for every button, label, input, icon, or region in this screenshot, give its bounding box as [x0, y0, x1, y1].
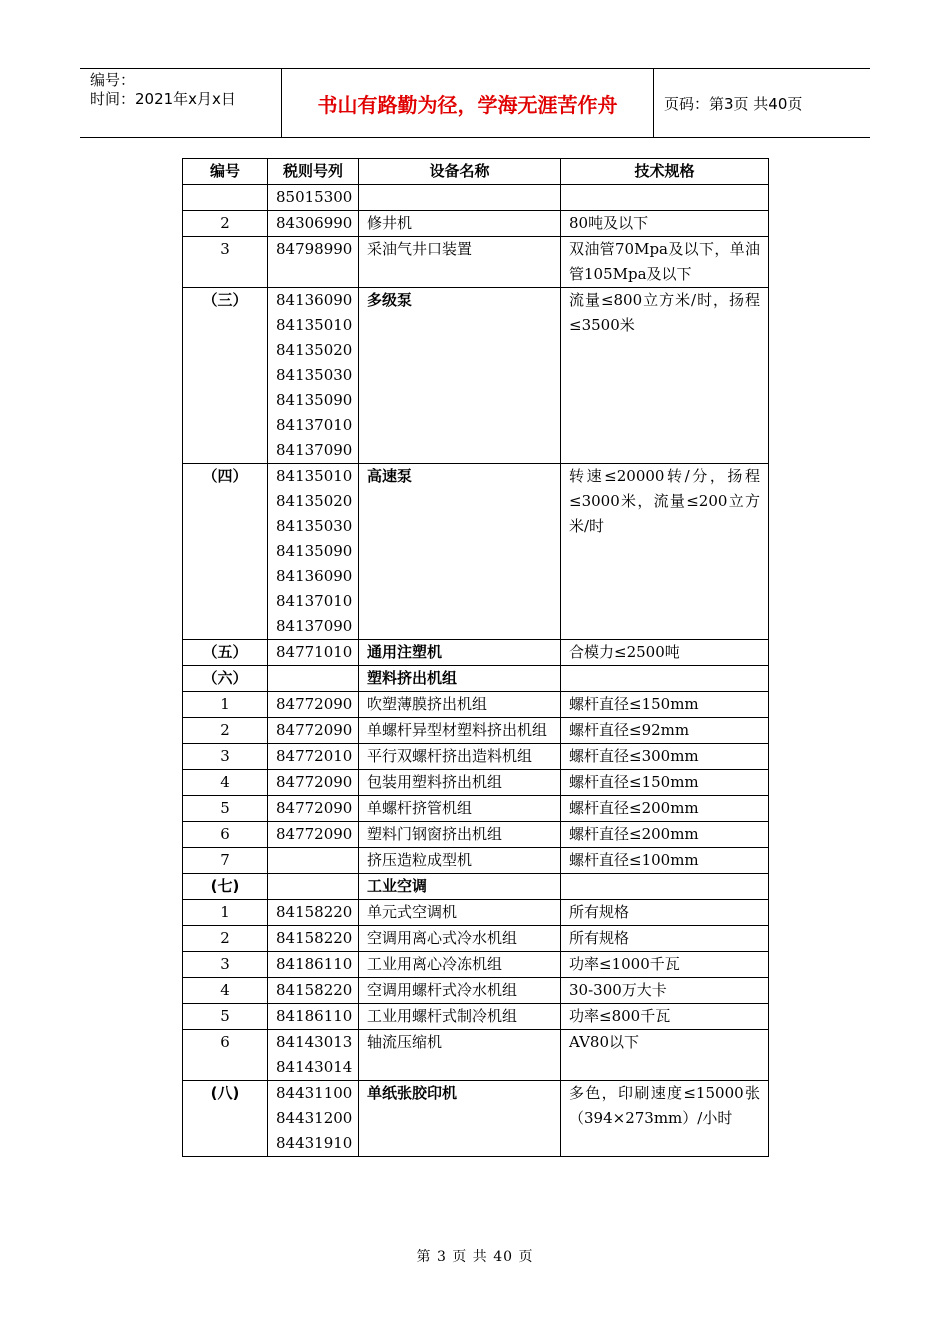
- table-row: [183, 185, 769, 211]
- row-number: （三）: [183, 288, 268, 464]
- equipment-name: [359, 185, 561, 211]
- row-number: [183, 185, 268, 211]
- table-row: [183, 718, 769, 744]
- tariff-code: 84771010: [276, 643, 353, 661]
- tariff-codes: [268, 744, 359, 770]
- tariff-code: 84431100: [276, 1084, 353, 1102]
- tariff-code: 84135090: [276, 542, 353, 560]
- equipment-name: 工业空调: [359, 874, 561, 900]
- tariff-codes: [268, 926, 359, 952]
- tariff-codes: [268, 185, 359, 211]
- technical-spec: 双油管70Mpa及以下，单油管105Mpa及以下: [561, 237, 769, 288]
- tariff-code: 84798990: [276, 240, 353, 258]
- table-row: [183, 1030, 769, 1081]
- tariff-codes: [268, 237, 359, 288]
- tariff-code: 84186110: [276, 955, 353, 973]
- tariff-codes: [268, 952, 359, 978]
- tariff-codes: [268, 692, 359, 718]
- equipment-name: 包装用塑料挤出机组: [359, 770, 561, 796]
- tariff-codes: [268, 288, 359, 464]
- tariff-codes: [268, 1030, 359, 1081]
- header-meta: [90, 71, 280, 109]
- column-header: 税则号列: [268, 159, 359, 185]
- tariff-codes: [268, 900, 359, 926]
- equipment-name: 修井机: [359, 211, 561, 237]
- row-number: （六）: [183, 666, 268, 692]
- tariff-code: 84143014: [276, 1058, 353, 1076]
- equipment-name: 采油气井口装置: [359, 237, 561, 288]
- table-body: [183, 185, 769, 1157]
- row-number: 2: [183, 718, 268, 744]
- equipment-name: 高速泵: [359, 464, 561, 640]
- tariff-codes: [268, 770, 359, 796]
- table-row: [183, 1081, 769, 1157]
- column-header: 设备名称: [359, 159, 561, 185]
- tariff-codes: [268, 978, 359, 1004]
- technical-spec: 所有规格: [561, 900, 769, 926]
- tariff-codes: [268, 874, 359, 900]
- tariff-code: 84306990: [276, 214, 353, 232]
- technical-spec: 螺杆直径≤150mm: [561, 770, 769, 796]
- equipment-name: 塑料挤出机组: [359, 666, 561, 692]
- equipment-name: 轴流压缩机: [359, 1030, 561, 1081]
- table-row: [183, 288, 769, 464]
- row-number: 2: [183, 926, 268, 952]
- table-row: [183, 692, 769, 718]
- tariff-code: 84135020: [276, 492, 353, 510]
- tariff-code: 84431910: [276, 1134, 353, 1152]
- row-number: 1: [183, 900, 268, 926]
- tariff-code: 84158220: [276, 981, 353, 999]
- tariff-code: 84135090: [276, 391, 353, 409]
- equipment-name: 空调用螺杆式冷水机组: [359, 978, 561, 1004]
- technical-spec: 功率≤800千瓦: [561, 1004, 769, 1030]
- table-row: [183, 874, 769, 900]
- tariff-code: 84137010: [276, 592, 353, 610]
- header-motto: 书山有路勤为径，学海无涯苦作舟: [317, 92, 618, 117]
- technical-spec: 30-300万大卡: [561, 978, 769, 1004]
- technical-spec: 螺杆直径≤150mm: [561, 692, 769, 718]
- equipment-name: 单纸张胶印机: [359, 1081, 561, 1157]
- tariff-code: 84143013: [276, 1033, 353, 1051]
- row-number: 5: [183, 796, 268, 822]
- tariff-codes: [268, 1004, 359, 1030]
- tariff-code: 84158220: [276, 903, 353, 921]
- tariff-code: 84135010: [276, 316, 353, 334]
- equipment-name: 空调用离心式冷水机组: [359, 926, 561, 952]
- tariff-codes: [268, 640, 359, 666]
- tariff-code: 84136090: [276, 291, 353, 309]
- tariff-code: 84772090: [276, 695, 353, 713]
- table-row: [183, 744, 769, 770]
- tariff-codes: [268, 666, 359, 692]
- tariff-code: 84772090: [276, 799, 353, 817]
- tariff-codes: [268, 1081, 359, 1157]
- technical-spec: [561, 666, 769, 692]
- technical-spec: 合模力≤2500吨: [561, 640, 769, 666]
- row-number: 2: [183, 211, 268, 237]
- tariff-code: 84135010: [276, 467, 353, 485]
- tariff-code: 84135020: [276, 341, 353, 359]
- tariff-codes: [268, 848, 359, 874]
- equipment-name: 平行双螺杆挤出造料机组: [359, 744, 561, 770]
- tariff-code: 84136090: [276, 567, 353, 585]
- equipment-name: 单螺杆挤管机组: [359, 796, 561, 822]
- page-footer: 第 3 页 共 40 页: [416, 1249, 534, 1265]
- tariff-code: 84772090: [276, 773, 353, 791]
- row-number: 5: [183, 1004, 268, 1030]
- tariff-codes: [268, 796, 359, 822]
- equipment-name: 工业用离心冷冻机组: [359, 952, 561, 978]
- header-page-info: 页码：第3页 共40页: [664, 94, 803, 113]
- technical-spec: 功率≤1000千瓦: [561, 952, 769, 978]
- table-row: [183, 900, 769, 926]
- tariff-code: 84431200: [276, 1109, 353, 1127]
- table-row: [183, 1004, 769, 1030]
- table-header-row: [183, 159, 769, 185]
- equipment-name: 单螺杆异型材塑料挤出机组: [359, 718, 561, 744]
- technical-spec: [561, 185, 769, 211]
- tariff-code: 84137090: [276, 441, 353, 459]
- row-number: (八): [183, 1081, 268, 1157]
- header-divider: [653, 69, 654, 137]
- row-number: 4: [183, 978, 268, 1004]
- row-number: 7: [183, 848, 268, 874]
- row-number: 3: [183, 237, 268, 288]
- technical-spec: 多色，印刷速度≤15000张（394×273mm）/小时: [561, 1081, 769, 1157]
- table-row: [183, 770, 769, 796]
- equipment-name: 挤压造粒成型机: [359, 848, 561, 874]
- equipment-name: 单元式空调机: [359, 900, 561, 926]
- technical-spec: 螺杆直径≤92mm: [561, 718, 769, 744]
- technical-spec: 螺杆直径≤300mm: [561, 744, 769, 770]
- row-number: （四）: [183, 464, 268, 640]
- row-number: (七): [183, 874, 268, 900]
- tariff-code: 84158220: [276, 929, 353, 947]
- tariff-codes: [268, 211, 359, 237]
- table-row: [183, 926, 769, 952]
- table-row: [183, 211, 769, 237]
- table-row: [183, 237, 769, 288]
- column-header: 编号: [183, 159, 268, 185]
- equipment-name: 塑料门钢窗挤出机组: [359, 822, 561, 848]
- technical-spec: 转速≤20000转/分，扬程≤3000米，流量≤200立方米/时: [561, 464, 769, 640]
- row-number: （五）: [183, 640, 268, 666]
- tariff-code: 84135030: [276, 517, 353, 535]
- tariff-code: 84137010: [276, 416, 353, 434]
- table-row: [183, 796, 769, 822]
- tariff-code: 84772090: [276, 825, 353, 843]
- header-time-label: 时间：2021年x月x日: [90, 90, 236, 108]
- table-row: [183, 822, 769, 848]
- column-header: 技术规格: [561, 159, 769, 185]
- technical-spec: 螺杆直径≤200mm: [561, 796, 769, 822]
- equipment-name: 通用注塑机: [359, 640, 561, 666]
- technical-spec: AV80以下: [561, 1030, 769, 1081]
- equipment-table: [182, 158, 769, 1157]
- tariff-codes: [268, 464, 359, 640]
- table-row: [183, 640, 769, 666]
- row-number: 4: [183, 770, 268, 796]
- table-row: [183, 464, 769, 640]
- row-number: 1: [183, 692, 268, 718]
- equipment-name: 工业用螺杆式制冷机组: [359, 1004, 561, 1030]
- tariff-code: 84137090: [276, 617, 353, 635]
- equipment-name: 吹塑薄膜挤出机组: [359, 692, 561, 718]
- page-header: [80, 68, 870, 138]
- tariff-code: 84135030: [276, 366, 353, 384]
- row-number: 6: [183, 822, 268, 848]
- table-row: [183, 666, 769, 692]
- tariff-code: 84772010: [276, 747, 353, 765]
- header-number-label: 编号：: [90, 71, 136, 89]
- row-number: 3: [183, 952, 268, 978]
- tariff-codes: [268, 718, 359, 744]
- technical-spec: 80吨及以下: [561, 211, 769, 237]
- row-number: 6: [183, 1030, 268, 1081]
- technical-spec: 螺杆直径≤200mm: [561, 822, 769, 848]
- row-number: 3: [183, 744, 268, 770]
- tariff-codes: [268, 822, 359, 848]
- technical-spec: 螺杆直径≤100mm: [561, 848, 769, 874]
- technical-spec: 流量≤800立方米/时，扬程≤3500米: [561, 288, 769, 464]
- tariff-code: 84772090: [276, 721, 353, 739]
- table-row: [183, 848, 769, 874]
- table-row: [183, 978, 769, 1004]
- technical-spec: [561, 874, 769, 900]
- equipment-name: 多级泵: [359, 288, 561, 464]
- table-row: [183, 952, 769, 978]
- technical-spec: 所有规格: [561, 926, 769, 952]
- tariff-code: 85015300: [276, 188, 353, 206]
- tariff-code: 84186110: [276, 1007, 353, 1025]
